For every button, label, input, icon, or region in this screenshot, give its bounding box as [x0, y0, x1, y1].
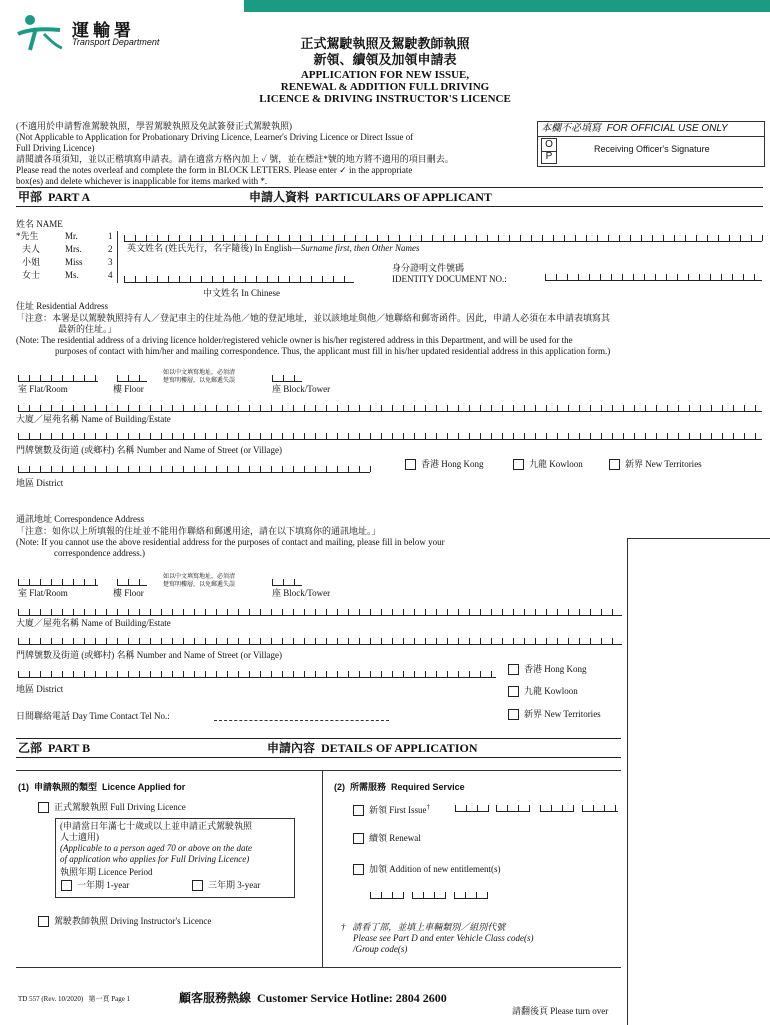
- english-name-hint: 英文姓名 (姓氏先行，名字隨後) In English—Surname first, then Other Names: [127, 243, 420, 253]
- res-building-label: 大廈／屋苑名稱 Name of Building/Estate: [16, 414, 171, 424]
- transport-department-logo: [16, 12, 176, 52]
- first-issue-option[interactable]: 新領 First Issue†: [353, 802, 430, 816]
- checkbox[interactable]: [353, 864, 364, 875]
- chinese-name-label: 中文姓名 In Chinese: [203, 288, 280, 298]
- daytime-tel-field[interactable]: [214, 710, 389, 721]
- checkbox[interactable]: [405, 459, 416, 470]
- corr-hk-option[interactable]: 香港 Hong Kong: [508, 664, 587, 675]
- chinese-name-field[interactable]: [124, 270, 354, 283]
- res-building-field[interactable]: [18, 400, 762, 412]
- logo-chinese: 運輸署: [72, 21, 135, 40]
- first-issue-code-1[interactable]: [455, 802, 489, 812]
- id-document-field[interactable]: [545, 268, 762, 281]
- title-en-line1: APPLICATION FOR NEW ISSUE,: [300, 69, 470, 81]
- res-kln-option[interactable]: 九龍 Kowloon: [513, 459, 583, 470]
- part-b-label: 乙部 PART B: [18, 741, 91, 755]
- checkbox[interactable]: [61, 880, 72, 891]
- part-a-label: 甲部 PART A: [18, 190, 91, 204]
- please-turn-over: 請翻後頁 Please turn over: [512, 1006, 609, 1016]
- official-o-cell: O: [541, 138, 557, 152]
- checkbox[interactable]: [192, 880, 203, 891]
- title-cn-line2: 新領、續領及加領申請表: [313, 52, 457, 67]
- daytime-tel-label: 日間聯絡電話 Day Time Contact Tel No.:: [16, 711, 170, 721]
- logo-english: Transport Department: [72, 37, 160, 47]
- addition-option[interactable]: 加領 Addition of new entitlement(s): [353, 864, 500, 875]
- vehicle-class-footnote: † 請看丁部，並填上車輛類別／組別代號 Please see Part D and enter Vehicle Class code(s) /Group code(s): [341, 922, 534, 954]
- checkbox[interactable]: [508, 664, 519, 675]
- corr-floor-hint: 如以中文填寫地址，必須清 楚寫明樓層，以免郵遞失誤: [163, 574, 236, 588]
- corr-floor-field[interactable]: [117, 574, 147, 586]
- not-applicable-en-1: (Not Applicable to Application for Probationary Driving Licence, Learner's Driving Licence or Direct Issue of: [16, 132, 414, 142]
- three-year-option[interactable]: 三年期 3-year: [192, 880, 260, 891]
- corr-building-field[interactable]: [18, 604, 622, 616]
- official-use-header: 本欄不必填寫 FOR OFFICIAL USE ONLY: [541, 123, 728, 134]
- res-street-field[interactable]: [18, 428, 762, 440]
- checkbox[interactable]: [513, 459, 524, 470]
- form-number: TD 557 (Rev. 10/2020) 第一頁 Page 1: [18, 995, 131, 1003]
- licence-period-label: 執照年期 Licence Period: [60, 867, 153, 877]
- full-licence-option[interactable]: 正式駕駛執照 Full Driving Licence: [38, 802, 186, 813]
- addition-code-1[interactable]: [370, 889, 404, 899]
- customer-service-hotline: 顧客服務熱線 Customer Service Hotline: 2804 2600: [179, 991, 447, 1005]
- res-floor-field[interactable]: [117, 370, 147, 382]
- residential-note: 「注意：本署是以駕駛執照持有人／登記車主的住址為他／她的登記地址，並以該地址與他／她聯絡和郵寄函件。因此，申請人必須在本申請表填寫其 最新的住址。」 (Note: The residential address of a driving licence holder/registered vehicle owner is his/her registered address in this Department, and will be used for the purposes of contact with him/her and mailing correspondence. Thus, the applicant must fill in his/her updated residential address in this application form.): [16, 313, 611, 356]
- corr-flat-field[interactable]: [18, 574, 98, 586]
- addition-code-3[interactable]: [454, 889, 488, 899]
- corr-district-field[interactable]: [18, 666, 496, 678]
- title-option[interactable]: 夫人 Mrs. 2: [22, 244, 113, 254]
- not-applicable-en-2: Full Driving Licence): [16, 143, 95, 153]
- corr-street-label: 門牌號數及街道 (或鄉村) 名稱 Number and Name of Street (or Village): [16, 650, 282, 660]
- q1-heading: (1) 申請執照的類型 Licence Applied for: [18, 782, 186, 792]
- first-issue-code-4[interactable]: [582, 802, 618, 812]
- id-document-label: 身分證明文件號碼 IDENTITY DOCUMENT NO.:: [392, 263, 507, 284]
- checkbox[interactable]: [38, 916, 49, 927]
- corr-block-field[interactable]: [272, 574, 302, 586]
- corr-building-label: 大廈／屋苑名稱 Name of Building/Estate: [16, 618, 171, 628]
- correspondence-side-panel: [627, 538, 770, 1025]
- intro-notes: [16, 121, 526, 187]
- q2-heading: (2) 所需服務 Required Service: [334, 782, 465, 792]
- receiving-officer-signature-label: Receiving Officer's Signature: [594, 144, 710, 154]
- res-block-label: 座 Block/Tower: [272, 384, 331, 394]
- residential-address-label: 住址 Residential Address: [16, 301, 108, 311]
- english-name-field[interactable]: [124, 227, 762, 242]
- renewal-option[interactable]: 續領 Renewal: [353, 833, 421, 844]
- addition-code-2[interactable]: [412, 889, 446, 899]
- one-year-option[interactable]: 一年期 1-year: [61, 880, 129, 891]
- instructions-en-2: box(es) and delete whichever is inapplicable for items marked with *.: [16, 176, 268, 186]
- res-floor-hint: 如以中文填寫地址，必須清 楚寫明樓層，以免郵遞失誤: [163, 370, 236, 384]
- res-flat-label: 室 Flat/Room: [18, 384, 68, 394]
- instructor-licence-option[interactable]: 駕駛教師執照 Driving Instructor's Licence: [38, 916, 211, 927]
- part-a-title: 申請人資料 PARTICULARS OF APPLICANT: [249, 190, 492, 204]
- res-hk-option[interactable]: 香港 Hong Kong: [405, 459, 484, 470]
- corr-street-field[interactable]: [18, 633, 622, 645]
- correspondence-note: 「注意：如你以上所填報的住址並不能用作聯絡和郵遞用途，請在以下填寫你的通訊地址。」 (Note: If you cannot use the above residential address for the purposes of contact and mailing, please fill in below your correspondence address.): [16, 526, 445, 558]
- part-b-title: 申請內容 DETAILS OF APPLICATION: [267, 741, 478, 755]
- checkbox[interactable]: [353, 805, 364, 816]
- res-street-label: 門牌號數及街道 (或鄉村) 名稱 Number and Name of Street (or Village): [16, 445, 282, 455]
- res-flat-field[interactable]: [18, 370, 98, 382]
- name-label: 姓名 NAME: [16, 219, 63, 229]
- checkbox[interactable]: [38, 802, 49, 813]
- corr-kln-option[interactable]: 九龍 Kowloon: [508, 686, 578, 697]
- instructions-cn: 請閱讀各項須知，並以正楷填寫申請表。請在適當方格內加上 ✓ 號，並在標註*號的地方將不適用的項目刪去。: [16, 154, 454, 164]
- res-district-field[interactable]: [18, 461, 370, 473]
- aged-70-box: (申請當日年滿七十歲或以上並申請正式駕駛執照 人士適用) (Applicable to a person aged 70 or above on the date of application who applies for Full Driving Licence) 執照年期 Licence Period 一年期 1-year 三年期 3-year: [55, 818, 295, 898]
- first-issue-code-3[interactable]: [540, 802, 574, 812]
- checkbox[interactable]: [609, 459, 620, 470]
- corr-block-label: 座 Block/Tower: [272, 588, 331, 598]
- title-option[interactable]: *先生 Mr. 1: [16, 231, 113, 241]
- instructions-en-1: Please read the notes overleaf and complete the form in BLOCK LETTERS. Please enter ✓ in the appropriate: [16, 165, 413, 175]
- checkbox[interactable]: [353, 833, 364, 844]
- corr-flat-label: 室 Flat/Room: [18, 588, 68, 598]
- checkbox[interactable]: [508, 709, 519, 720]
- first-issue-code-2[interactable]: [496, 802, 530, 812]
- res-block-field[interactable]: [272, 370, 302, 382]
- checkbox[interactable]: [508, 686, 519, 697]
- title-options: [16, 231, 122, 283]
- title-cn-line1: 正式駕駛執照及駕駛教師執照: [300, 36, 470, 51]
- title-en-line3: LICENCE & DRIVING INSTRUCTOR'S LICENCE: [259, 93, 511, 105]
- td-emblem-icon: [16, 12, 66, 52]
- title-en-line2: RENEWAL & ADDITION FULL DRIVING: [280, 81, 490, 93]
- not-applicable-cn: (不適用於申請暫准駕駛執照，學習駕駛執照及免試簽發正式駕駛執照): [16, 121, 292, 131]
- res-district-label: 地區 District: [16, 478, 64, 488]
- title-option[interactable]: 小姐 Miss 3: [22, 257, 113, 267]
- part-a-header: [16, 187, 763, 207]
- official-use-box: [537, 121, 765, 167]
- res-nt-option[interactable]: 新界 New Territories: [609, 459, 702, 470]
- corr-nt-option[interactable]: 新界 New Territories: [508, 709, 601, 720]
- corr-floor-label: 樓 Floor: [113, 588, 144, 598]
- official-p-cell: P: [541, 151, 557, 164]
- part-b-header: [16, 738, 621, 758]
- corr-district-label: 地區 District: [16, 684, 64, 694]
- correspondence-address-label: 通訊地址 Correspondence Address: [16, 514, 144, 524]
- form-title: [200, 36, 570, 105]
- header-accent-bar: [244, 0, 770, 12]
- res-floor-label: 樓 Floor: [113, 384, 144, 394]
- title-option[interactable]: 女士 Ms. 4: [22, 270, 113, 280]
